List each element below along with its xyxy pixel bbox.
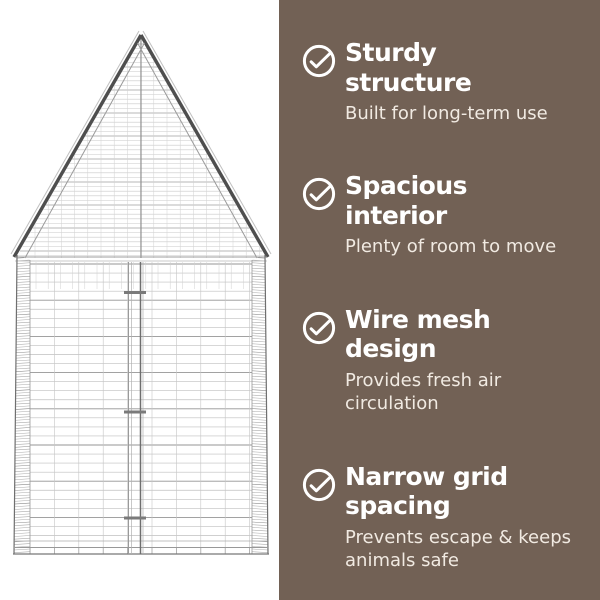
check-circle-icon	[301, 467, 337, 503]
feature-texts	[345, 462, 595, 573]
feature-subtitle: Prevents escape & keeps animals safe	[345, 526, 572, 571]
check-circle-icon	[301, 310, 337, 346]
feature-item-sturdy-structure	[301, 38, 595, 125]
feature-title: Sturdy structure	[345, 38, 472, 97]
feature-texts	[345, 305, 595, 416]
feature-texts	[345, 38, 595, 125]
cage-roof-mesh	[16, 38, 266, 258]
feature-item-wire-mesh-design	[301, 305, 595, 416]
feature-title: Wire mesh design	[345, 304, 491, 364]
feature-title: Narrow grid spacing	[345, 461, 508, 521]
features-panel	[279, 0, 600, 600]
feature-subtitle: Plenty of room to move	[345, 236, 557, 258]
feature-subtitle: Built for long-term use	[345, 103, 548, 124]
feature-item-narrow-grid-spacing	[301, 462, 595, 573]
feature-item-spacious-interior	[301, 171, 595, 258]
wire-mesh-cage-graphic	[0, 0, 279, 600]
product-image-area	[0, 0, 279, 600]
feature-texts	[345, 171, 595, 258]
check-circle-icon	[301, 176, 337, 212]
feature-subtitle: Provides fresh air circulation	[345, 369, 502, 415]
feature-title: Spacious interior	[345, 171, 468, 230]
check-circle-icon	[301, 43, 337, 79]
